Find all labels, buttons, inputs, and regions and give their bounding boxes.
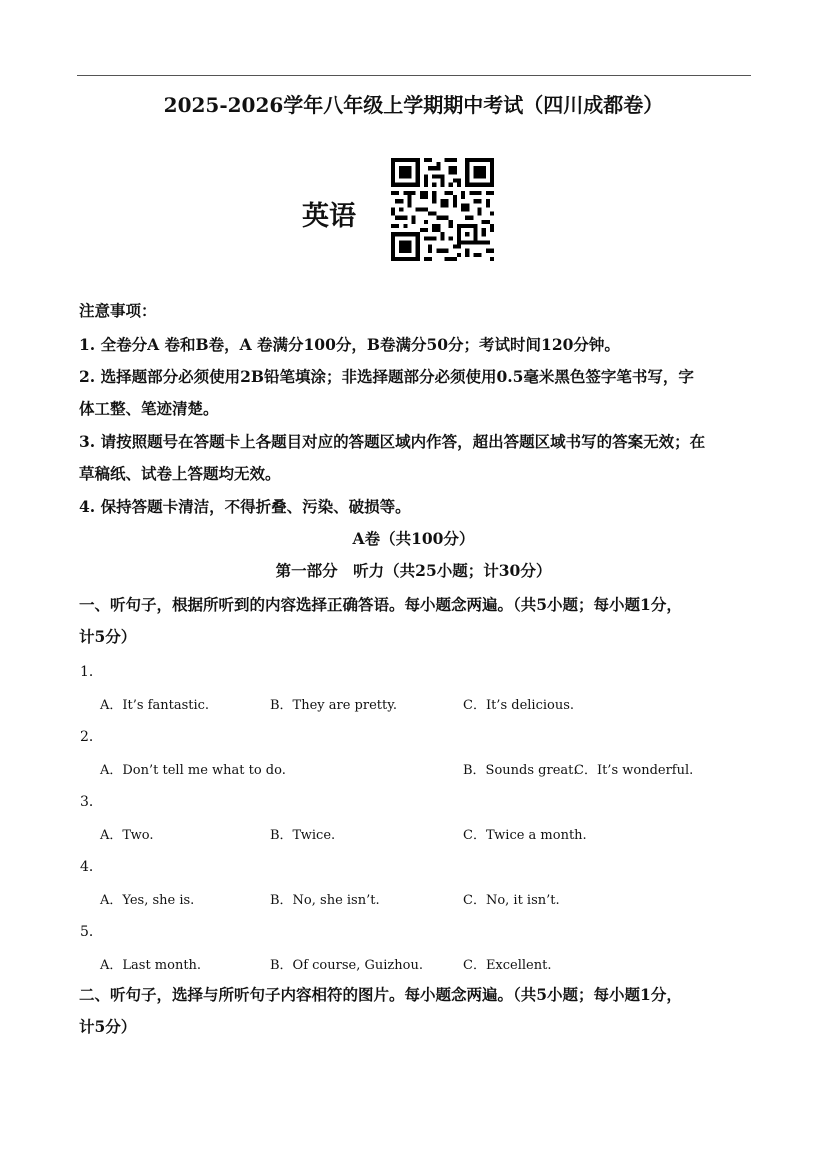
option-b: B．Twice. <box>270 828 336 843</box>
notice-line: 1. 全卷分A 卷和B卷，A 卷满分100分，B卷满分50分；考试时间120分钟。 <box>79 335 620 354</box>
option-b: B．Sounds great. <box>463 763 578 778</box>
notice-line: 2. 选择题部分必须使用2B铅笔填涂；非选择题部分必须使用0.5毫米黑色签字笔书写，字 <box>79 367 694 386</box>
option-b: B．No, she isn’t. <box>270 893 380 908</box>
part-one-heading: 第一部分 听力（共25小题；计30分） <box>275 561 552 580</box>
option-a: A．Don’t tell me what to do. <box>100 763 286 778</box>
question-number: 1． <box>80 664 103 680</box>
notice-line: 3. 请按照题号在答题卡上各题目对应的答题区域内作答，超出答题区域书写的答案无效；在 <box>79 432 706 451</box>
question-number: 2． <box>80 729 103 745</box>
subject-label: 英语 <box>302 201 356 232</box>
exam-title: 2025-2026学年八年级上学期期中考试（四川成都卷） <box>163 93 664 117</box>
option-c: C．Twice a month. <box>463 828 587 843</box>
option-c: C．No, it isn’t. <box>463 893 560 908</box>
option-b: B．They are pretty. <box>270 698 397 713</box>
section-two-instruction: 计5分） <box>79 1017 137 1036</box>
volume-a-heading: A卷（共100分） <box>352 529 475 548</box>
option-a: A．Two. <box>100 828 154 843</box>
notice-line: 草稿纸、试卷上答题均无效。 <box>79 464 281 483</box>
qr-code-icon <box>391 158 494 261</box>
notice-line: 4. 保持答题卡清洁，不得折叠、污染、破损等。 <box>79 497 411 516</box>
question-number: 4． <box>80 859 103 875</box>
section-one-instruction: 一、听句子，根据所听到的内容选择正确答语。每小题念两遍。（共5小题；每小题1分， <box>79 595 682 614</box>
option-a: A．It’s fantastic. <box>100 698 210 713</box>
option-c: C．It’s wonderful. <box>574 763 694 778</box>
section-two-instruction: 二、听句子，选择与所听句子内容相符的图片。每小题念两遍。（共5小题；每小题1分， <box>79 985 682 1004</box>
notice-line: 体工整、笔迹清楚。 <box>79 399 219 418</box>
option-b: B．Of course, Guizhou. <box>270 958 423 973</box>
notice-heading: 注意事项： <box>79 301 157 320</box>
option-a: A．Last month. <box>100 958 202 973</box>
option-c: C．It’s delicious. <box>463 698 575 713</box>
question-number: 5． <box>80 924 103 940</box>
section-one-instruction: 计5分） <box>79 627 137 646</box>
option-c: C．Excellent. <box>463 958 552 973</box>
question-number: 3． <box>80 794 103 810</box>
option-a: A．Yes, she is. <box>100 893 195 908</box>
top-divider <box>77 75 751 76</box>
